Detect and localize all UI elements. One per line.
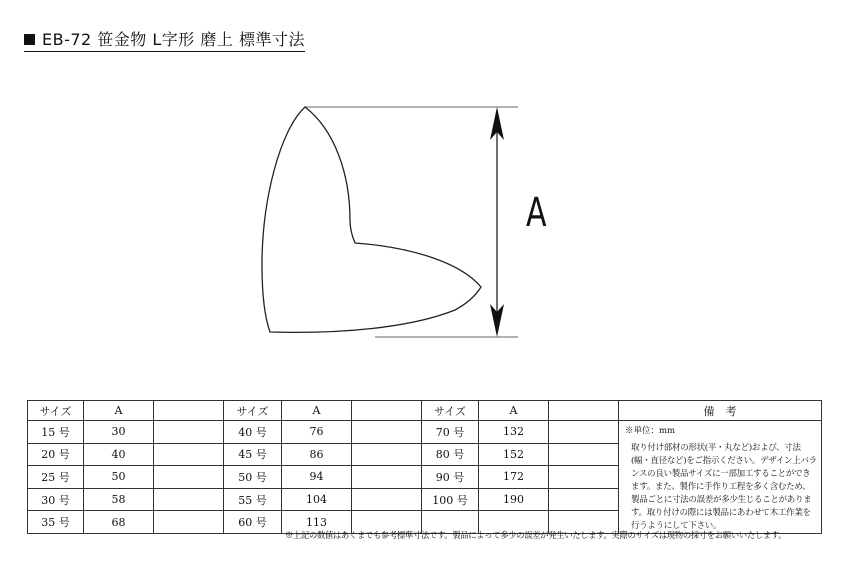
dimension-label-a: A <box>526 190 547 236</box>
a-cell: 50 <box>84 466 154 489</box>
size-cell: 45 号 <box>224 443 282 466</box>
l-shape-outline <box>262 107 481 332</box>
blank-cell <box>154 511 224 534</box>
size-cell: 80 号 <box>422 443 479 466</box>
a-cell: 86 <box>282 443 352 466</box>
blank-cell <box>352 421 422 444</box>
page-title-text: EB-72 笹金物 L字形 磨上 標準寸法 <box>42 30 305 49</box>
notes-cell <box>619 421 822 534</box>
header-size: サイズ <box>422 401 479 421</box>
blank-cell <box>154 421 224 444</box>
size-cell: 40 号 <box>224 421 282 444</box>
blank-cell <box>352 443 422 466</box>
a-cell: 68 <box>84 511 154 534</box>
size-table <box>27 400 822 534</box>
size-cell: 90 号 <box>422 466 479 489</box>
header-a: A <box>479 401 549 421</box>
header-blank <box>352 401 422 421</box>
blank-cell <box>154 466 224 489</box>
blank-cell <box>549 466 619 489</box>
size-cell: 55 号 <box>224 488 282 511</box>
blank-cell <box>549 488 619 511</box>
header-blank <box>154 401 224 421</box>
size-cell: 15 号 <box>28 421 84 444</box>
a-cell: 152 <box>479 443 549 466</box>
a-cell: 76 <box>282 421 352 444</box>
blank-cell <box>549 443 619 466</box>
blank-cell <box>154 443 224 466</box>
blank-cell <box>352 466 422 489</box>
size-cell: 50 号 <box>224 466 282 489</box>
size-cell: 35 号 <box>28 511 84 534</box>
header-a: A <box>84 401 154 421</box>
a-cell: 40 <box>84 443 154 466</box>
blank-cell <box>154 488 224 511</box>
header-size: サイズ <box>28 401 84 421</box>
notes-unit: ※単位：mm <box>625 426 676 436</box>
blank-cell <box>352 488 422 511</box>
size-cell: 60 号 <box>224 511 282 534</box>
size-cell: 100 号 <box>422 488 479 511</box>
blank-cell <box>549 421 619 444</box>
a-cell: 58 <box>84 488 154 511</box>
header-blank <box>549 401 619 421</box>
table-header-row <box>28 401 822 421</box>
size-cell: 30 号 <box>28 488 84 511</box>
size-cell: 20 号 <box>28 443 84 466</box>
a-cell: 113 <box>282 511 352 534</box>
a-cell: 30 <box>84 421 154 444</box>
a-cell: 172 <box>479 466 549 489</box>
a-cell: 94 <box>282 466 352 489</box>
a-cell: 104 <box>282 488 352 511</box>
size-cell: 25 号 <box>28 466 84 489</box>
header-a: A <box>282 401 352 421</box>
a-cell: 190 <box>479 488 549 511</box>
size-cell: 70 号 <box>422 421 479 444</box>
notes-header: 備 考 <box>619 401 822 421</box>
header-size: サイズ <box>224 401 282 421</box>
notes-body: 取り付け部材の形状(平・丸など)および、寸法(幅・直径など)をご指示ください。デザイン上バランスの良い製品サイズに一部加工することができます。また、製作に手作り工程を多く含むため、製品ごとに寸法の誤差が多少生じることがあります。取り付けの際には製品にあわせて木工作業を行うようにして下さい。 <box>631 443 817 531</box>
table-row <box>28 421 822 444</box>
footer-note: ※上記の数値はあくまでも参考標準寸法です。製品によって多少の誤差が発生いたします。実際のサイズは現物の採寸をお願いいたします。 <box>285 530 787 540</box>
a-cell: 132 <box>479 421 549 444</box>
